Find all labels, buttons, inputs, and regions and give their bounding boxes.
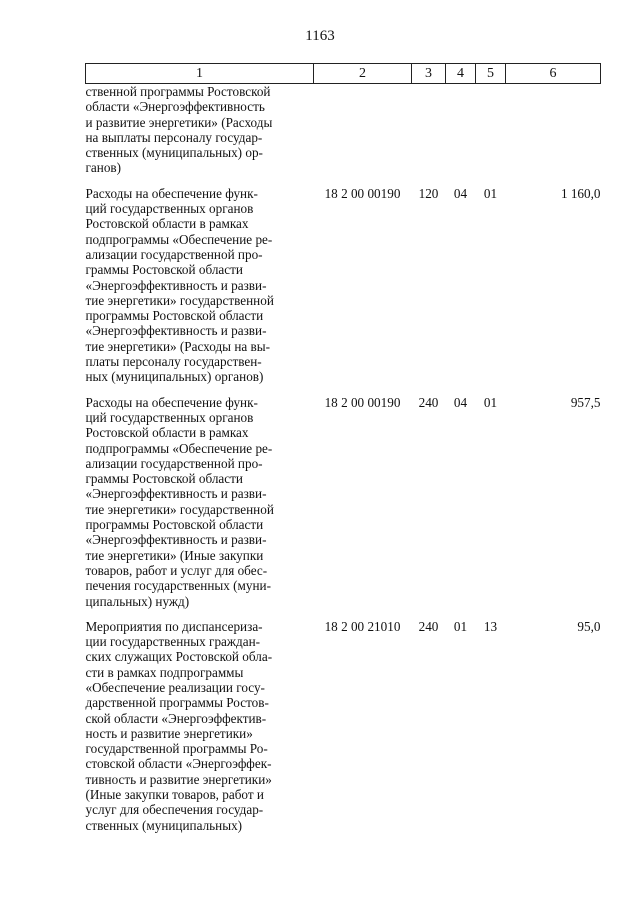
section-code bbox=[446, 84, 476, 186]
column-header-1: 1 bbox=[86, 64, 314, 84]
amount-value bbox=[506, 84, 601, 186]
description-line: на выплаты персоналу государ- bbox=[85, 129, 263, 145]
description-line: ципальных) нужд) bbox=[85, 593, 190, 609]
page-number: 1163 bbox=[305, 28, 335, 44]
description-line: ции государственных граждан- bbox=[85, 634, 261, 650]
column-header-3: 3 bbox=[412, 64, 446, 84]
description-line: Ростовской области в рамках bbox=[85, 216, 249, 232]
section-code: 04 bbox=[453, 185, 468, 201]
column-header-2: 2 bbox=[314, 64, 412, 84]
expense-type-code bbox=[412, 84, 446, 186]
row-description bbox=[86, 84, 314, 186]
description-line: Расходы на обеспечение функ- bbox=[85, 185, 258, 201]
description-line: тие энергетики» (Расходы на вы- bbox=[85, 338, 271, 354]
description-line: граммы Ростовской области bbox=[85, 471, 243, 487]
description-line: ских служащих Ростовской обла- bbox=[85, 649, 273, 665]
description-line: стовской области «Энергоэффек- bbox=[85, 756, 272, 772]
description-line: «Энергоэффективность и разви- bbox=[85, 486, 267, 502]
subsection-code bbox=[476, 84, 506, 186]
description-line: ность и развитие энергетики» bbox=[85, 725, 253, 741]
description-line: услуг для обеспечения государ- bbox=[85, 802, 264, 818]
description-line: дарственной программы Ростов- bbox=[85, 695, 269, 711]
description-line: ской области «Энергоэффектив- bbox=[85, 710, 267, 726]
description-line: ганов) bbox=[85, 160, 122, 176]
description-line: «Обеспечение реализации госу- bbox=[85, 679, 265, 695]
description-line: ций государственных органов bbox=[85, 409, 254, 425]
description-line: ственных (муниципальных) ор- bbox=[85, 145, 263, 161]
table-row bbox=[86, 619, 601, 833]
description-line: ственных (муниципальных) bbox=[85, 817, 243, 833]
section-code: 04 bbox=[453, 394, 468, 410]
description-line: тие энергетики» государственной bbox=[85, 292, 274, 308]
column-header-5: 5 bbox=[476, 64, 506, 84]
expense-type-code: 240 bbox=[418, 394, 439, 410]
target-article-code: 18 2 00 00190 bbox=[324, 394, 401, 410]
row-description bbox=[86, 395, 314, 619]
table-row bbox=[86, 395, 601, 619]
target-article-code: 18 2 00 00190 bbox=[324, 185, 401, 201]
description-line: Ростовской области в рамках bbox=[85, 425, 249, 441]
amount-value: 957,5 bbox=[570, 394, 601, 410]
table-row bbox=[86, 186, 601, 395]
description-line: печения государственных (муни- bbox=[85, 578, 271, 594]
budget-table bbox=[85, 63, 601, 833]
column-number-header bbox=[86, 64, 601, 84]
description-line: программы Ростовской области bbox=[85, 517, 264, 533]
subsection-code: 01 bbox=[483, 185, 498, 201]
description-line: ных (муниципальных) органов) bbox=[85, 369, 264, 385]
amount-value: 95,0 bbox=[577, 618, 601, 634]
description-line: подпрограммы «Обеспечение ре- bbox=[85, 440, 273, 456]
description-line: Мероприятия по диспансеризa- bbox=[85, 618, 263, 634]
description-line: области «Энергоэффективность bbox=[85, 99, 265, 115]
column-header-4: 4 bbox=[446, 64, 476, 84]
expense-type-code: 120 bbox=[418, 185, 439, 201]
description-line: «Энергоэффективность и разви- bbox=[85, 532, 267, 548]
description-line: сти в рамках подпрограммы bbox=[85, 664, 244, 680]
row-description bbox=[86, 186, 314, 395]
description-line: Расходы на обеспечение функ- bbox=[85, 394, 258, 410]
amount-value: 1 160,0 bbox=[560, 185, 601, 201]
table-row bbox=[86, 84, 601, 186]
subsection-code: 13 bbox=[483, 618, 498, 634]
description-line: (Иные закупки товаров, работ и bbox=[85, 787, 264, 803]
expense-type-code: 240 bbox=[418, 618, 439, 634]
description-line: товаров, работ и услуг для обес- bbox=[85, 562, 268, 578]
description-line: программы Ростовской области bbox=[85, 308, 264, 324]
row-description bbox=[86, 619, 314, 833]
description-line: «Энергоэффективность и разви- bbox=[85, 277, 267, 293]
description-line: граммы Ростовской области bbox=[85, 262, 243, 278]
description-line: государственной программы Ро- bbox=[85, 741, 268, 757]
description-line: тие энергетики» государственной bbox=[85, 501, 274, 517]
description-line: подпрограммы «Обеспечение ре- bbox=[85, 231, 273, 247]
section-code: 01 bbox=[453, 618, 468, 634]
description-line: и развитие энергетики» (Расходы bbox=[85, 114, 273, 130]
description-line: ций государственных органов bbox=[85, 201, 254, 217]
description-line: тие энергетики» (Иные закупки bbox=[85, 547, 264, 563]
description-line: «Энергоэффективность и разви- bbox=[85, 323, 267, 339]
column-header-6: 6 bbox=[506, 64, 601, 84]
table-body bbox=[86, 84, 601, 833]
description-line: ственной программы Ростовской bbox=[85, 84, 271, 99]
subsection-code: 01 bbox=[483, 394, 498, 410]
target-article-code bbox=[314, 84, 412, 186]
description-line: ализации государственной про- bbox=[85, 455, 263, 471]
description-line: тивность и развитие энергетики» bbox=[85, 771, 272, 787]
description-line: платы персоналу государствен- bbox=[85, 354, 262, 370]
target-article-code: 18 2 00 21010 bbox=[324, 618, 401, 634]
description-line: ализации государственной про- bbox=[85, 246, 263, 262]
